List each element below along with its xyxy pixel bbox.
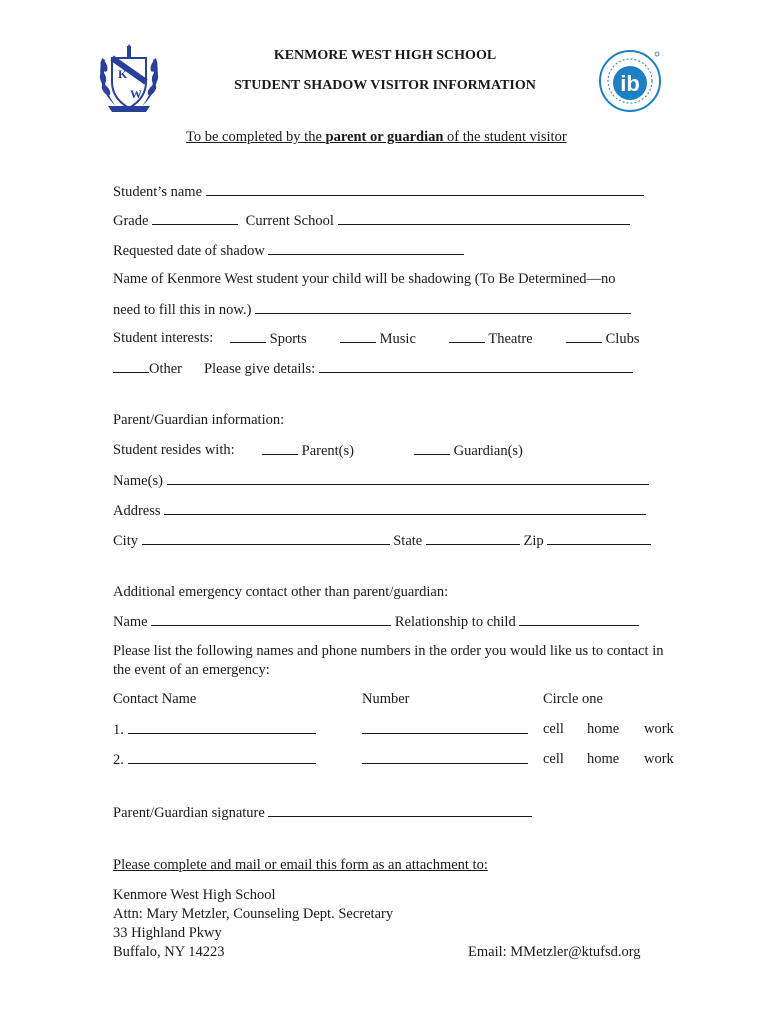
form-title: STUDENT SHADOW VISITOR INFORMATION [234,78,536,93]
music-label: Music [379,331,416,347]
intro-prefix: To be completed by the [186,129,326,145]
contact-number-2 [362,751,528,769]
student-name-row [113,183,644,201]
shadow-date-field[interactable] [268,242,464,255]
contact-number-1 [362,721,528,739]
signature-row [113,804,532,822]
address-field[interactable] [164,502,646,515]
shadow-student-label-2: need to fill this in now.) [113,302,252,318]
current-school-label: Current School [245,213,334,229]
col-contact-name: Contact Name [113,691,197,707]
signature-field[interactable] [268,804,532,817]
resides-label: Student resides with: [113,442,235,458]
interest-other [113,360,182,378]
guardians-label: Guardian(s) [453,443,523,459]
cell-option[interactable]: cell [543,751,564,767]
interest-theatre [449,330,533,348]
guardian-names-label: Name(s) [113,473,163,489]
email-link[interactable]: Email: MMetzler@ktufsd.org [468,944,641,960]
theatre-field[interactable] [449,330,485,343]
guardian-section-label: Parent/Guardian information: [113,412,285,428]
col-circle-one: Circle one [543,691,603,707]
city-row [113,532,651,550]
emergency-name-field[interactable] [151,613,391,626]
zip-field[interactable] [547,532,651,545]
guardian-names-row [113,472,649,490]
state-label: State [393,533,423,549]
home-option[interactable]: home [587,721,620,737]
clubs-label: Clubs [605,331,640,347]
intro-emphasis: parent or guardian [325,129,444,145]
interest-music [340,330,416,348]
mail-line-4: Buffalo, NY 14223 [113,944,225,960]
current-school-field[interactable] [338,212,630,225]
guardians-field[interactable] [414,442,450,455]
clubs-field[interactable] [566,330,602,343]
contact-name-field[interactable] [128,721,316,734]
address-label: Address [113,503,161,519]
interests-label: Student interests: [113,330,214,346]
mail-instructions: Please complete and mail or email this form as an attachment to: [113,857,488,873]
other-label: Other [149,361,183,377]
signature-label: Parent/Guardian signature [113,805,265,821]
row-number: 2. [113,752,124,768]
home-option[interactable]: home [587,751,620,767]
emergency-name-label: Name [113,614,148,630]
work-option[interactable]: work [644,751,674,767]
resides-parents [262,442,354,460]
zip-label: Zip [523,533,544,549]
sports-field[interactable] [230,330,266,343]
intro-text [186,129,567,146]
phone-number-field[interactable] [362,721,528,734]
cell-option[interactable]: cell [543,721,564,737]
shadow-date-row [113,242,464,260]
sports-label: Sports [269,331,307,347]
guardian-names-field[interactable] [167,472,649,485]
parents-field[interactable] [262,442,298,455]
relationship-label: Relationship to child [394,614,516,630]
other-field[interactable] [113,360,149,373]
interest-clubs [566,330,639,348]
parents-label: Parent(s) [301,443,354,459]
mail-line-2: Attn: Mary Metzler, Counseling Dept. Secretary [113,906,394,922]
shadow-student-label-1: Name of Kenmore West student your child will be shadowing (To Be Determined—no [113,271,616,287]
address-row [113,502,646,520]
shadow-date-label: Requested date of shadow [113,243,265,259]
shadow-student-row [113,301,631,319]
grade-field[interactable] [152,212,238,225]
col-number: Number [362,691,410,707]
contact-row-1 [113,721,316,739]
crest-letter-k: K [118,67,128,81]
emergency-instructions-1: Please list the following names and phone numbers in the order you would like us to contact in [113,643,664,659]
theatre-label: Theatre [488,331,533,347]
city-label: City [113,533,138,549]
city-field[interactable] [142,532,390,545]
ib-letters: ib [620,71,640,96]
work-option[interactable]: work [644,721,674,737]
resides-guardians [414,442,523,460]
grade-row [113,212,630,230]
details-label: Please give details: [204,361,316,377]
school-name: KENMORE WEST HIGH SCHOOL [273,48,497,63]
crest-letter-w: W [130,87,142,101]
mail-line-3: 33 Highland Pkwy [113,925,222,941]
shadow-student-field[interactable] [255,301,631,314]
contact-row-2 [113,751,316,769]
interest-sports [230,330,307,348]
grade-label: Grade [113,213,149,229]
row-number: 1. [113,722,124,738]
contact-name-field[interactable] [128,751,316,764]
emergency-instructions-2: the event of an emergency: [113,662,270,678]
emergency-contact-row [113,613,639,631]
details-field[interactable] [319,360,633,373]
intro-suffix: of the student visitor [443,129,567,145]
emergency-section-label: Additional emergency contact other than parent/guardian: [113,584,449,600]
state-field[interactable] [426,532,520,545]
details-row [204,360,633,378]
relationship-field[interactable] [519,613,639,626]
mail-line-1: Kenmore West High School [113,887,276,903]
student-name-field[interactable] [206,183,644,196]
student-name-label: Student’s name [113,184,203,200]
music-field[interactable] [340,330,376,343]
phone-number-field[interactable] [362,751,528,764]
